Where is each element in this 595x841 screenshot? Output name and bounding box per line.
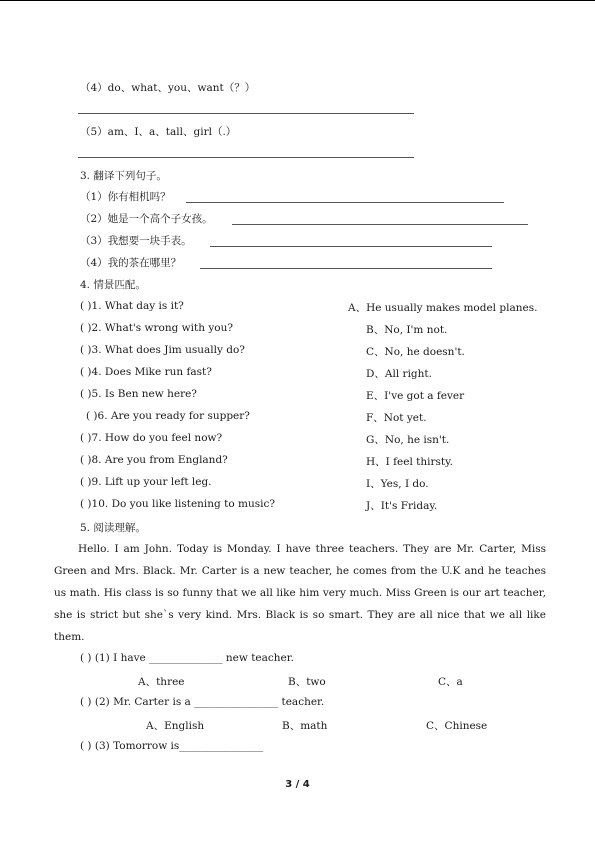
match-question: ( )4. Does Mike run fast? xyxy=(80,366,212,378)
match-answer: H、I feel thirsty. xyxy=(366,456,453,468)
match-question: ( )8. Are you from England? xyxy=(80,454,228,466)
match-answer: I、Yes, I do. xyxy=(366,478,429,490)
reading-q2-option-b: B、math xyxy=(282,720,328,732)
match-answer: J、It's Friday. xyxy=(366,500,438,512)
match-question: ( )2. What's wrong with you? xyxy=(80,322,233,334)
match-question: ( )3. What does Jim usually do? xyxy=(80,344,245,356)
section3-heading: 3. 翻译下列句子。 xyxy=(80,170,167,182)
s3-item-2: （2）她是一个高个子女孩。 xyxy=(80,213,213,225)
answer-line-s3-2 xyxy=(232,224,528,225)
match-answer: G、No, he isn't. xyxy=(366,434,450,446)
match-question: ( )9. Lift up your left leg. xyxy=(80,476,212,488)
match-question: ( )1. What day is it? xyxy=(80,300,184,312)
page-number: 3 / 4 xyxy=(285,779,310,790)
answer-line-s3-3 xyxy=(210,246,492,247)
s3-item-3: （3）我想要一块手表。 xyxy=(80,235,192,247)
match-answer: B、No, I'm not. xyxy=(366,324,448,336)
answer-line-s3-1 xyxy=(186,202,504,203)
reading-q2-option-a: A、English xyxy=(146,720,205,732)
reading-q1: ( ) (1) I have ______________ new teacher. xyxy=(80,652,294,664)
reading-q1-option-c: C、a xyxy=(438,676,463,688)
answer-line-s2-q4 xyxy=(78,113,414,114)
section5-heading: 5. 阅读理解。 xyxy=(80,522,146,534)
section4-heading: 4. 情景匹配。 xyxy=(80,279,146,291)
s2-q5: （5）am、I、a、tall、girl（.） xyxy=(80,126,237,138)
page-top-border xyxy=(0,0,595,1)
match-answer: F、Not yet. xyxy=(366,412,427,424)
match-question: ( )10. Do you like listening to music? xyxy=(80,498,275,510)
match-question: ( )7. How do you feel now? xyxy=(80,432,223,444)
s2-q4: （4）do、what、you、want（？） xyxy=(80,82,256,94)
match-answer: E、I've got a fever xyxy=(366,390,465,402)
reading-passage-text: Hello. I am John. Today is Monday. I have three teachers. They are Mr. Carter, Miss Green and Mrs. Black. Mr. Carter is a new teacher, he comes from the U.K and he teaches us math. His class is so funny that we all like him very much. Miss Green is our art teacher, she is strict but she`s very kind. Mrs. Black is so smart. They are all nice that we all like them. xyxy=(54,543,546,643)
s3-item-1: （1）你有相机吗？ xyxy=(80,191,171,203)
answer-line-s3-4 xyxy=(200,268,492,269)
reading-q3: ( ) (3) Tomorrow is________________ xyxy=(80,740,264,752)
reading-q2: ( ) (2) Mr. Carter is a ________________ teacher. xyxy=(80,696,325,708)
match-answer: C、No, he doesn't. xyxy=(366,346,465,358)
s3-item-4: （4）我的茶在哪里？ xyxy=(80,257,182,269)
match-question: ( )5. Is Ben new here? xyxy=(80,388,197,400)
reading-q1-option-b: B、two xyxy=(288,676,326,688)
match-answer: D、All right. xyxy=(366,368,432,380)
match-answer: A、He usually makes model planes. xyxy=(348,302,538,314)
reading-passage xyxy=(54,538,546,648)
match-question: ( )6. Are you ready for supper? xyxy=(86,410,250,422)
reading-q2-option-c: C、Chinese xyxy=(426,720,488,732)
answer-line-s2-q5 xyxy=(78,157,414,158)
reading-q1-option-a: A、three xyxy=(138,676,185,688)
